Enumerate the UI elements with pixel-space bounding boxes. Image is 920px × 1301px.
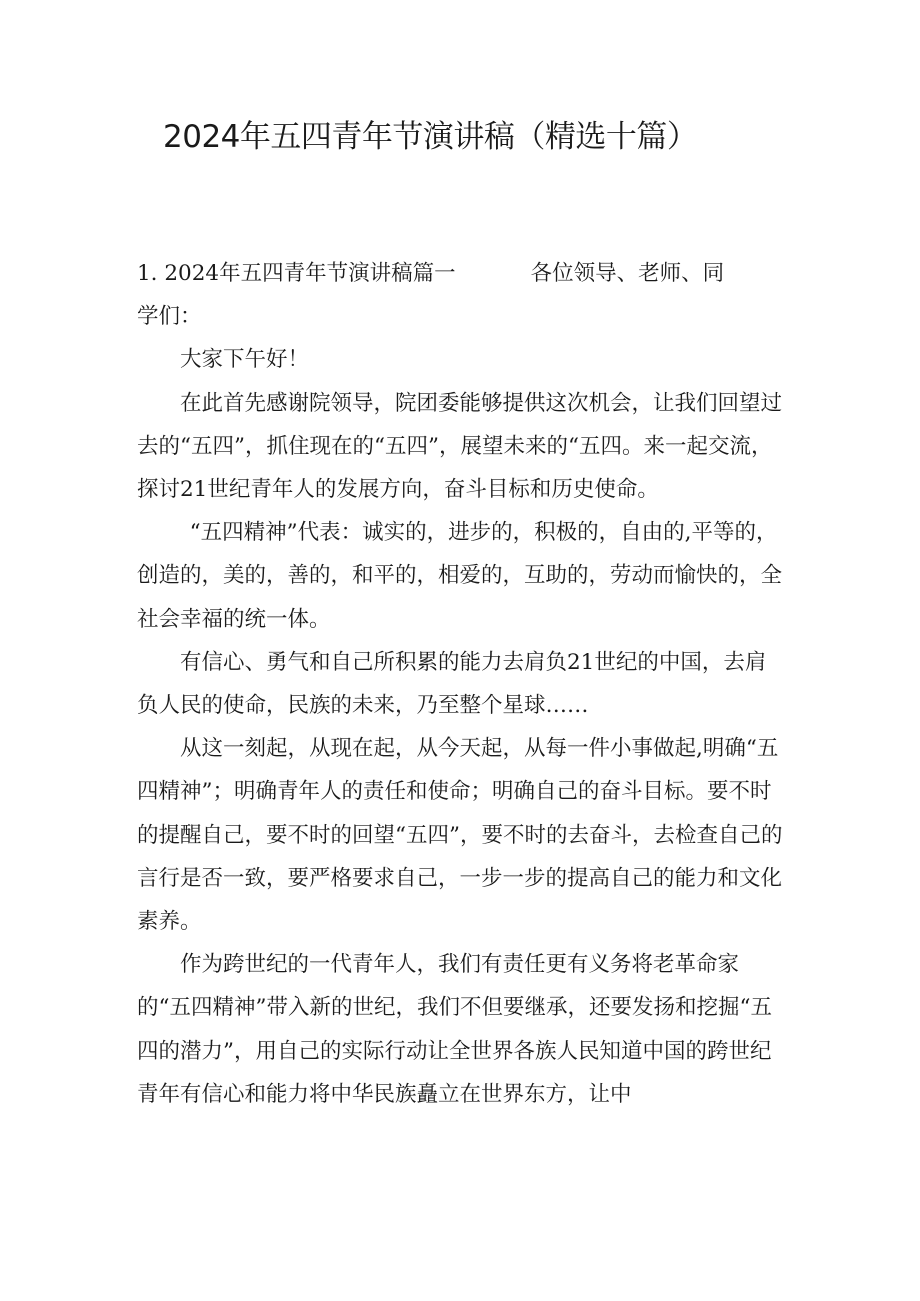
paragraph-spirit: “五四精神”代表：诚实的，进步的，积极的，自由的,平等的，创造的，美的，善的，和平的，相爱的，互助的，劳动而愉快的，全社会幸福的统一体。	[137, 520, 783, 632]
salutation-part2: 学们：	[137, 304, 202, 330]
paragraph-from-now: 从这一刻起，从现在起，从今天起，从每一件小事做起,明确“五四精神”；明确青年人的责任和使命；明确自己的奋斗目标。要不时的提醒自己，要不时的回望“五四”，要不时的去奋斗，去检查自己的言行是否一致，要严格要求自己，一步一步的提高自己的能力和文化素养。	[137, 736, 783, 935]
paragraph-confidence: 有信心、勇气和自己所积累的能力去肩负21世纪的中国，去肩负人民的使命，民族的未来，乃至整个星球……	[137, 649, 767, 719]
document-title: 2024年五四青年节演讲稿（精选十篇）	[163, 119, 698, 155]
section-heading: 1. 2024年五四青年节演讲稿篇一	[137, 261, 456, 286]
paragraph-greeting: 大家下午好！	[180, 347, 310, 373]
section-heading-line	[137, 252, 787, 295]
paragraph-thanks: 在此首先感谢院领导，院团委能够提供这次机会，让我们回望过去的“五四”，抓住现在的“五四”，展望未来的“五四。来一起交流，探讨21世纪青年人的发展方向，奋斗目标和历史使命。	[137, 390, 783, 503]
document-body	[137, 252, 787, 1116]
paragraph-generation: 作为跨世纪的一代青年人，我们有责任更有义务将老革命家的“五四精神”带入新的世纪，我们不但要继承，还要发扬和挖掘“五四的潜力”，用自己的实际行动让全世界各族人民知道中国的跨世纪青年有信心和能力将中华民族矗立在世界东方，让中	[137, 952, 772, 1107]
salutation-part1: 各位领导、老师、同	[530, 261, 725, 286]
